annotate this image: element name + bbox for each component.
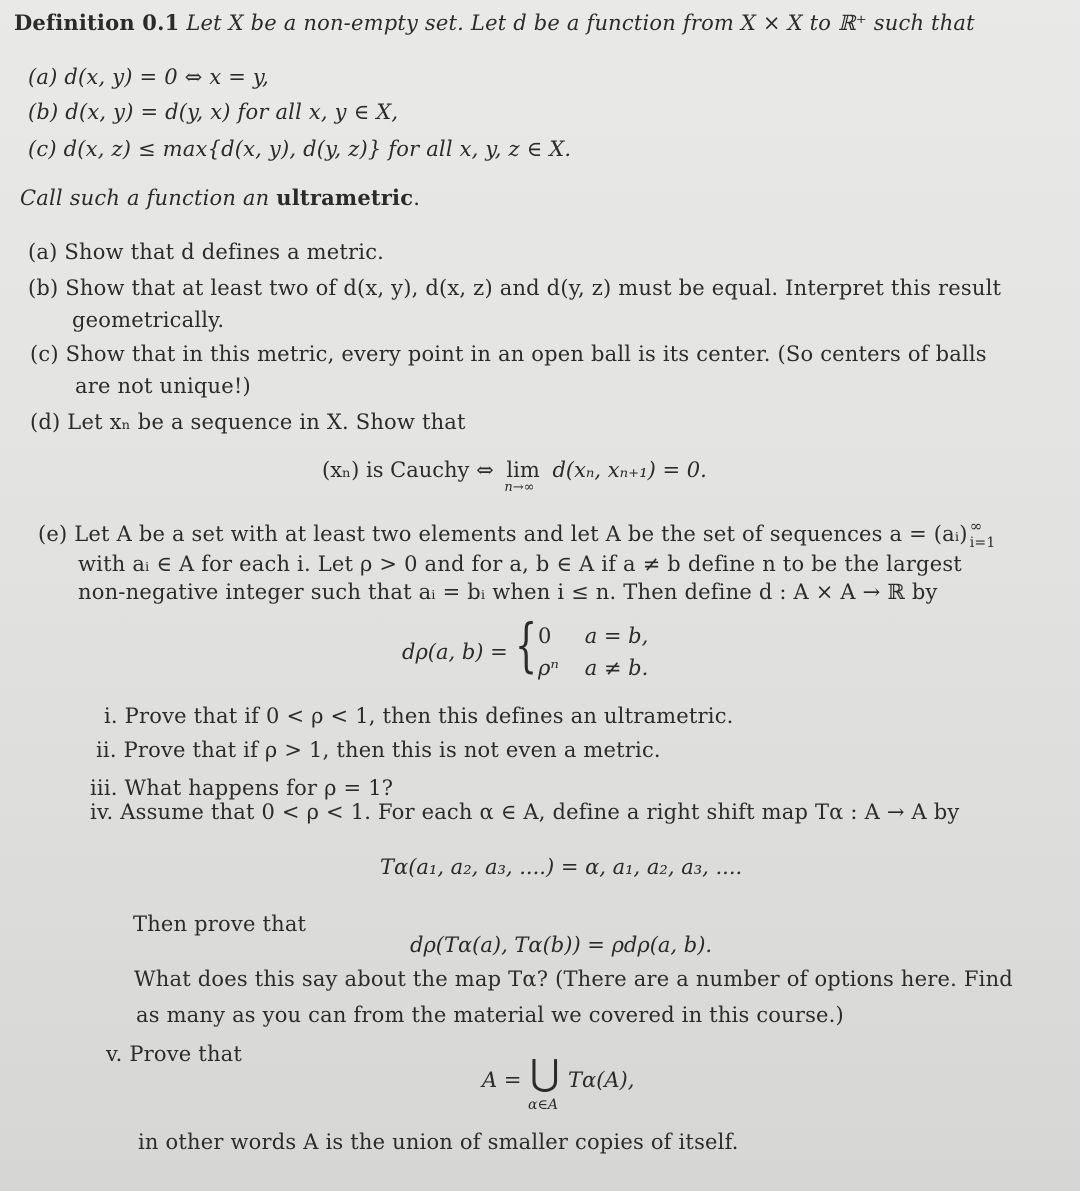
cauchy-equation [322,458,707,495]
piecewise-brace: { [515,611,538,679]
scaling-equation: dρ(Tα(a), Tα(b)) = ρdρ(a, b). [410,933,713,957]
e-scripts [968,517,1000,551]
case-row-2 [538,656,648,680]
case1-condition: a = b, [584,624,649,648]
part-c-line2: are not unique!) [75,374,251,398]
definition-label: Definition 0.1 [14,10,180,35]
lim-block [504,458,540,495]
last-line: in other words A is the union of smaller copies of itself. [138,1130,739,1154]
e-sup: ∞ [969,517,983,535]
definition-line [14,10,975,35]
union-symbol: ⋃ [530,1053,560,1094]
shift-map-equation: Tα(a₁, a₂, a₃, ....) = α, a₁, a₂, a₃, .... [380,855,743,879]
part-b-line1: (b) Show that at least two of d(x, y), d(x, z) and d(y, z) must be equal. Interpret this result [28,276,1002,300]
drho-left: dρ(a, b) = [402,640,508,664]
case1-value: 0 [538,624,552,648]
case2-condition: a ≠ b. [584,656,649,680]
call-prefix: Call such a function an [20,186,270,210]
part-a: (a) Show that d defines a metric. [28,240,385,264]
call-suffix: . [413,186,421,210]
subpart-i: i. Prove that if 0 < ρ < 1, then this defines an ultrametric. [104,704,734,728]
call-line [20,185,420,210]
case2-value: ρⁿ [538,656,559,680]
subpart-iii: iii. What happens for ρ = 1? [90,776,394,800]
e-sub: i=1 [969,535,996,551]
subpart-v: v. Prove that [106,1042,243,1066]
then-prove: Then prove that [133,912,307,936]
lim-subscript: n→∞ [504,480,535,495]
part-e-line3: non-negative integer such that aᵢ = bᵢ when i ≤ n. Then define d : A × A → ℝ by [78,580,938,604]
union-subscript: α∈A [528,1097,558,1113]
subpart-ii: ii. Prove that if ρ > 1, then this is not even a metric. [96,738,661,762]
condition-a: (a) d(x, y) = 0 ⇔ x = y, [28,65,270,89]
part-b-line2: geometrically. [72,308,225,332]
part-e-text1: (e) Let A be a set with at least two elements and let A be the set of sequences a = (aᵢ) [38,522,968,546]
condition-b: (b) d(x, y) = d(y, x) for all x, y ∈ X, [28,100,399,124]
definition-intro: Let X be a non-empty set. Let d be a function from X × X to ℝ⁺ such that [186,11,975,35]
case-row-1 [538,624,648,648]
part-d-line1: (d) Let xₙ be a sequence in X. Show that [30,410,466,434]
lim-word: lim [506,458,540,482]
part-e-line1 [38,517,1000,551]
union-right: Tα(A), [568,1068,635,1092]
union-left: A = [482,1068,522,1092]
condition-c: (c) d(x, z) ≤ max{d(x, y), d(y, z)} for all x, y, z ∈ X. [28,137,572,161]
what-line1: What does this say about the map Tα? (There are a number of options here. Find [134,967,1013,991]
cauchy-right: d(xₙ, xₙ₊₁) = 0. [552,458,707,482]
part-c-line1: (c) Show that in this metric, every point in an open ball is its center. (So centers of balls [30,342,987,366]
cauchy-left: (xₙ) is Cauchy ⇔ [322,458,494,482]
what-line2: as many as you can from the material we covered in this course.) [136,1003,844,1027]
part-e-line2: with aᵢ ∈ A for each i. Let ρ > 0 and for a, b ∈ A if a ≠ b define n to be the largest [78,552,962,576]
call-term: ultrametric [276,185,414,210]
subpart-iv: iv. Assume that 0 < ρ < 1. For each α ∈ A, define a right shift map Tα : A → A by [90,800,960,824]
